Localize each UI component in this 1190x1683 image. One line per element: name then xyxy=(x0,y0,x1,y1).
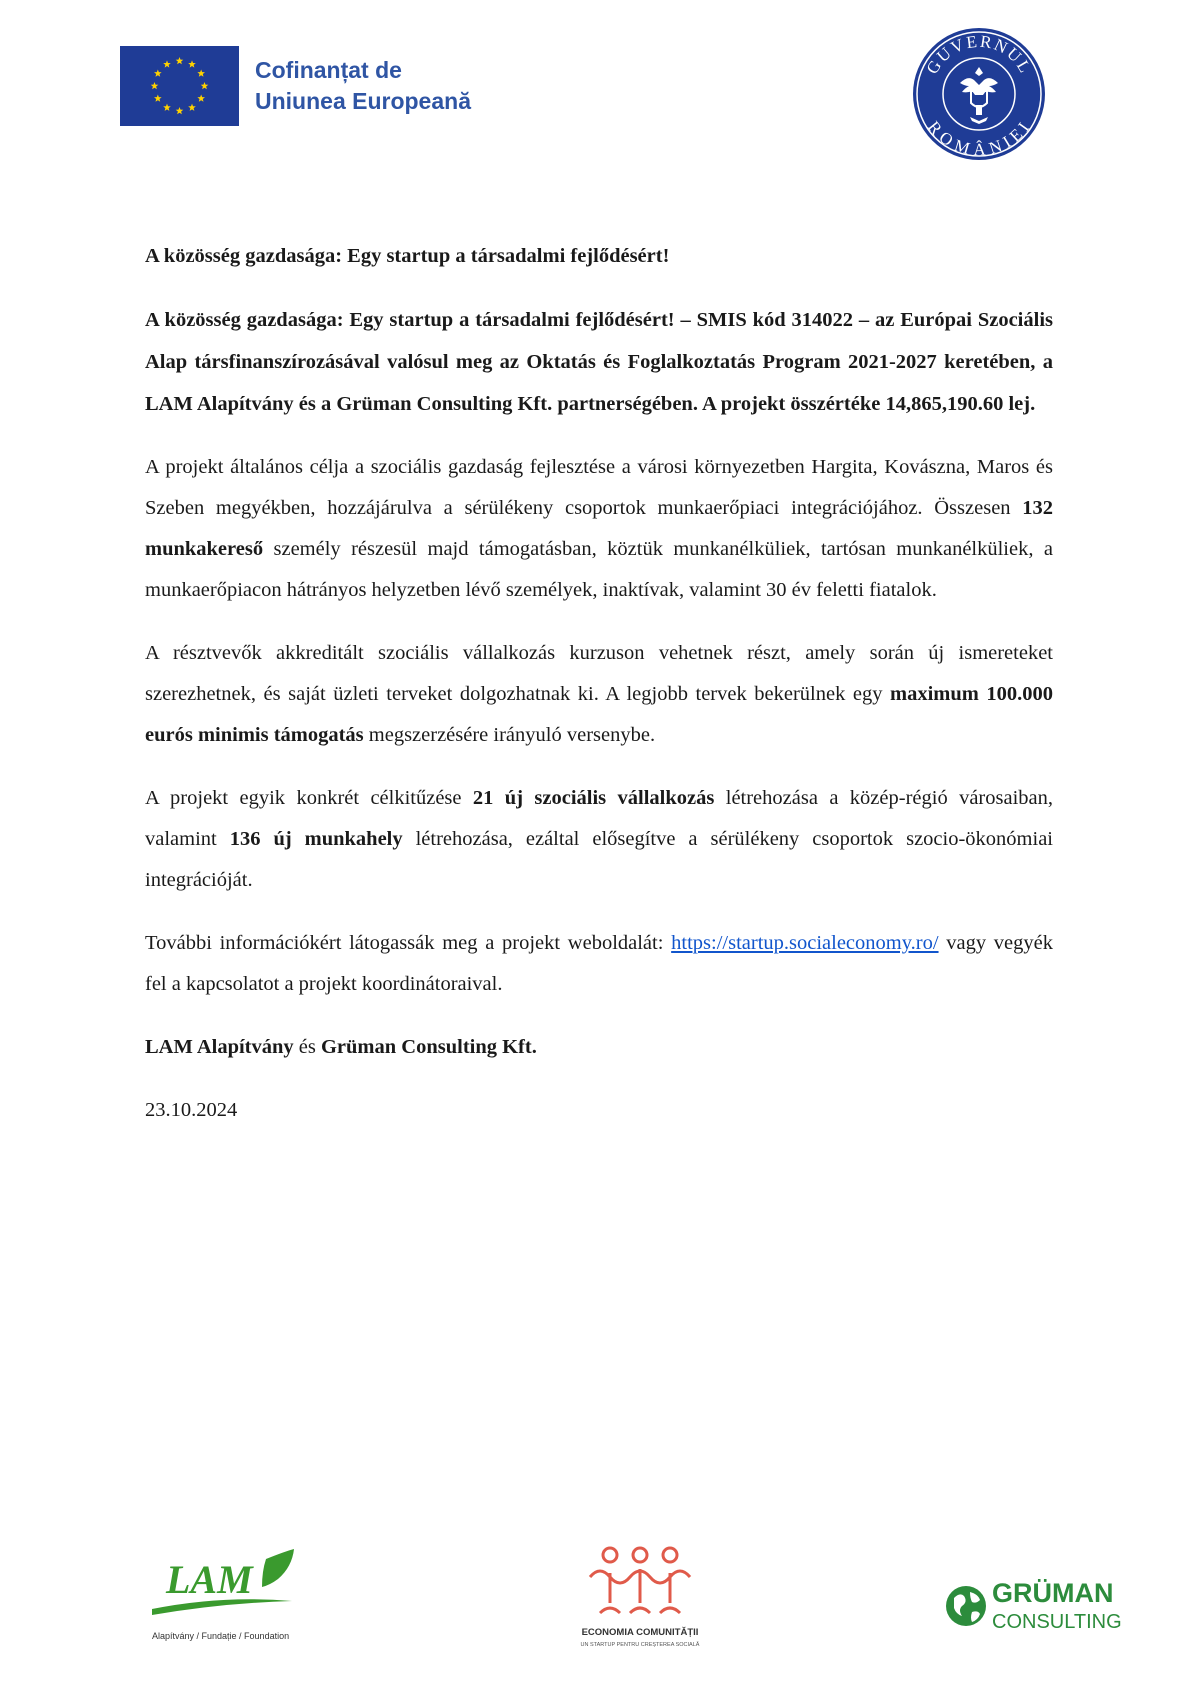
document-title: A közösség gazdasága: Egy startup a társadalmi fejlődésért! xyxy=(145,245,670,267)
people-icon xyxy=(590,1548,690,1613)
seal-text-top: GUVERNUL xyxy=(922,31,1036,78)
signature-gruman: Grüman Consulting Kft. xyxy=(320,1036,537,1058)
paragraph-objective xyxy=(145,447,1053,611)
lam-subtitle: Alapítvány / Fundație / Foundation xyxy=(152,1631,290,1641)
eu-star-icon xyxy=(176,57,184,64)
economia-comunitatii-logo xyxy=(570,1543,710,1653)
text-run: személy részesül majd támogatásban, köztük munkanélküliek, tartósan munkanélküliek, a munkaerőpiacon hátrányos helyzetben lévő személyek, inaktívak, valamint 30 év feletti fiatalok. xyxy=(145,538,1053,601)
bold-max-grant: maximum 100.000 eurós minimis támogatás xyxy=(145,683,1054,746)
bold-job-seekers: 132 munkakereső xyxy=(145,497,1053,560)
eu-star-icon xyxy=(163,104,171,111)
lam-foundation-logo xyxy=(148,1545,304,1645)
gruman-consulting-logo xyxy=(944,1568,1122,1638)
text-run: és xyxy=(293,1036,321,1058)
eu-star-icon xyxy=(201,82,209,89)
eco-subtitle: UN STARTUP PENTRU CREȘTEREA SOCIALĂ xyxy=(580,1642,700,1648)
paragraph-course xyxy=(145,633,1053,756)
text-run: vagy vegyék fel a kapcsolatot a projekt koordinátoraival. xyxy=(145,932,1054,995)
eco-title: ECONOMIA COMUNITĂȚII xyxy=(581,1627,699,1638)
signature-line xyxy=(145,1027,1053,1068)
eu-cofinancing-text xyxy=(255,55,471,117)
bold-new-enterprises: 21 új szociális vállalkozás xyxy=(472,787,715,809)
gruman-consulting: CONSULTING xyxy=(992,1611,1122,1633)
eu-star-icon xyxy=(188,104,196,111)
eu-star-icon xyxy=(197,70,205,77)
eu-star-icon xyxy=(197,95,205,102)
text-run: A projekt általános célja a szociális gazdaság fejlesztése a városi környezetben Hargita, Kovászna, Maros és Szeben megyékben, hozzájárulva a sérülékeny csoportok munkaerőpiaci integrációjához. Összesen xyxy=(145,456,1053,519)
lam-logo-text: LAM xyxy=(166,1557,253,1602)
intro-paragraph: A közösség gazdasága: Egy startup a társadalmi fejlődésért! – SMIS kód 314022 – az Európai Szociális Alap társfinanszírozásával valósul meg az Oktatás és Foglalkoztatás Program 2021-2027 keretében, a LAM Alapítvány és a Grüman Consulting Kft. partnerségében. A projekt összértéke 14,865,190.60 lej. xyxy=(145,309,1053,415)
eu-star-icon xyxy=(176,107,184,114)
eu-cofinancing-logo xyxy=(120,46,471,126)
eu-flag-icon xyxy=(120,46,239,126)
paragraph-more-info xyxy=(145,923,1053,1005)
eu-line-1: Cofinanțat de xyxy=(255,57,402,83)
bold-new-jobs: 136 új munkahely xyxy=(229,828,403,850)
project-website-link[interactable]: https://startup.socialeconomy.ro/ xyxy=(671,932,939,954)
eu-star-icon xyxy=(188,60,196,67)
eu-star-icon xyxy=(154,70,162,77)
eu-star-icon xyxy=(163,60,171,67)
globe-icon xyxy=(946,1586,986,1626)
text-run: A projekt egyik konkrét célkitűzése xyxy=(145,787,473,809)
eu-star-icon xyxy=(151,82,159,89)
document-body xyxy=(145,236,1053,1131)
document-date: 23.10.2024 xyxy=(145,1099,238,1121)
leaf-icon xyxy=(262,1549,294,1587)
signature-lam: LAM Alapítvány xyxy=(145,1036,294,1058)
text-run: létrehozása, ezáltal elősegítve a sérülékeny csoportok szocio-ökonómiai integrációját. xyxy=(145,828,1053,891)
text-run: A résztvevők akkreditált szociális vállalkozás kurzuson vehetnek részt, amely során új ismereteket szerezhetnek, és saját üzleti terveket dolgozhatnak ki. A legjobb tervek bekerülnek egy xyxy=(145,642,1053,705)
eu-line-2: Uniunea Europeană xyxy=(255,88,471,114)
text-run: További információkért látogassák meg a projekt weboldalát: xyxy=(145,932,672,954)
text-run: létrehozása a közép-régió városaiban, valamint xyxy=(145,787,1054,850)
paragraph-goals xyxy=(145,778,1053,901)
eu-star-icon xyxy=(154,95,162,102)
seal-text-bottom: ROMÂNIEI xyxy=(924,117,1035,160)
government-seal-icon xyxy=(910,25,1048,163)
text-run: megszerzésére irányuló versenybe. xyxy=(363,724,656,746)
gruman-name: GRÜMAN xyxy=(992,1578,1114,1608)
